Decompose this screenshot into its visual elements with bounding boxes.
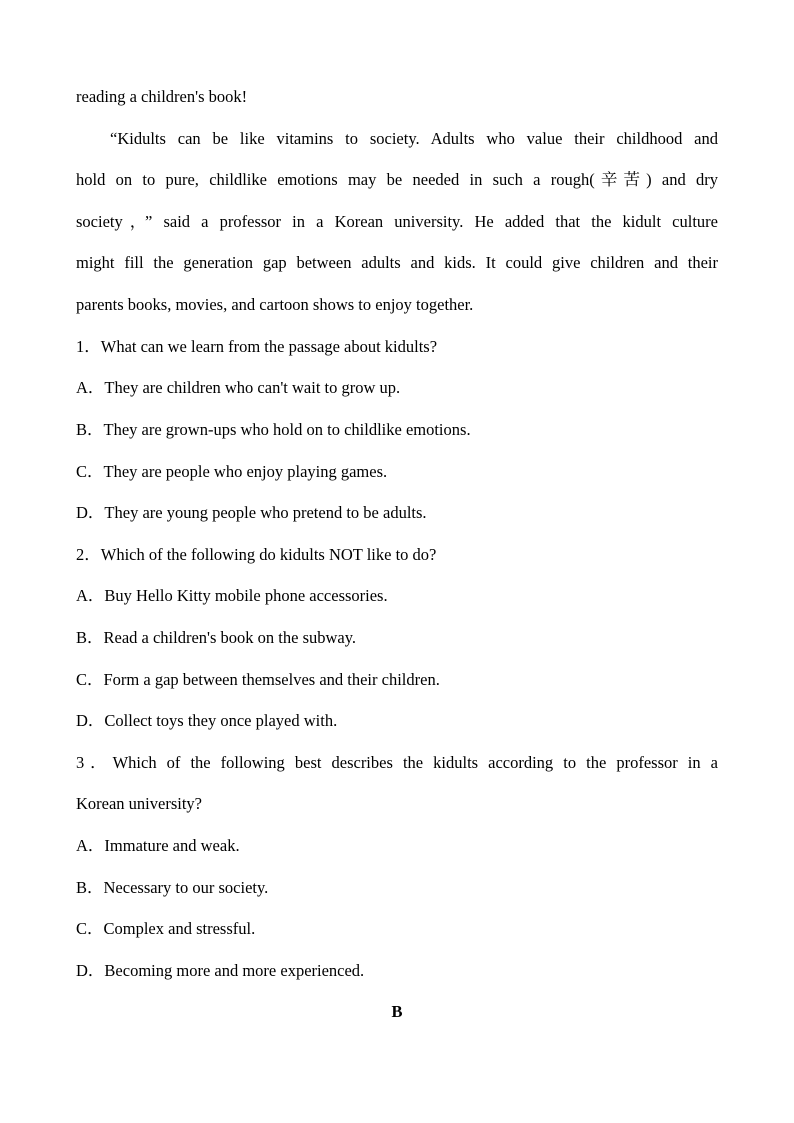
- passage-line: might fill the generation gap between adults and kids. It could give children and their: [76, 253, 718, 272]
- answer-option: C．Complex and stressful.: [76, 919, 256, 938]
- answer-option: B．Read a children's book on the subway.: [76, 628, 357, 647]
- passage-line: parents books, movies, and cartoon shows to enjoy together.: [76, 295, 474, 314]
- answer-option: B．They are grown-ups who hold on to childlike emotions.: [76, 420, 471, 439]
- section-heading: B: [391, 1002, 403, 1021]
- answer-option: D．Collect toys they once played with.: [76, 711, 338, 730]
- question-stem: 3．Which of the following best describes the kidults according to the professor in a: [76, 753, 718, 772]
- question-stem: 1．What can we learn from the passage about kidults?: [76, 337, 438, 356]
- passage-line: hold on to pure, childlike emotions may be needed in such a rough(辛苦) and dry: [76, 170, 718, 189]
- passage-line: society，” said a professor in a Korean university. He added that the kidult culture: [76, 212, 718, 231]
- answer-option: C．They are people who enjoy playing games.: [76, 462, 388, 481]
- answer-option: D．They are young people who pretend to be adults.: [76, 503, 427, 522]
- answer-option: C．Form a gap between themselves and their children.: [76, 670, 440, 689]
- answer-option: A．Immature and weak.: [76, 836, 240, 855]
- question-stem: Korean university?: [76, 794, 202, 813]
- answer-option: A．They are children who can't wait to grow up.: [76, 378, 401, 397]
- passage-line: “Kidults can be like vitamins to society. Adults who value their childhood and: [110, 129, 718, 148]
- answer-option: D．Becoming more and more experienced.: [76, 961, 365, 980]
- passage-line: reading a children's book!: [76, 87, 248, 106]
- answer-option: A．Buy Hello Kitty mobile phone accessories.: [76, 586, 388, 605]
- answer-option: B．Necessary to our society.: [76, 878, 269, 897]
- question-stem: 2．Which of the following do kidults NOT like to do?: [76, 545, 437, 564]
